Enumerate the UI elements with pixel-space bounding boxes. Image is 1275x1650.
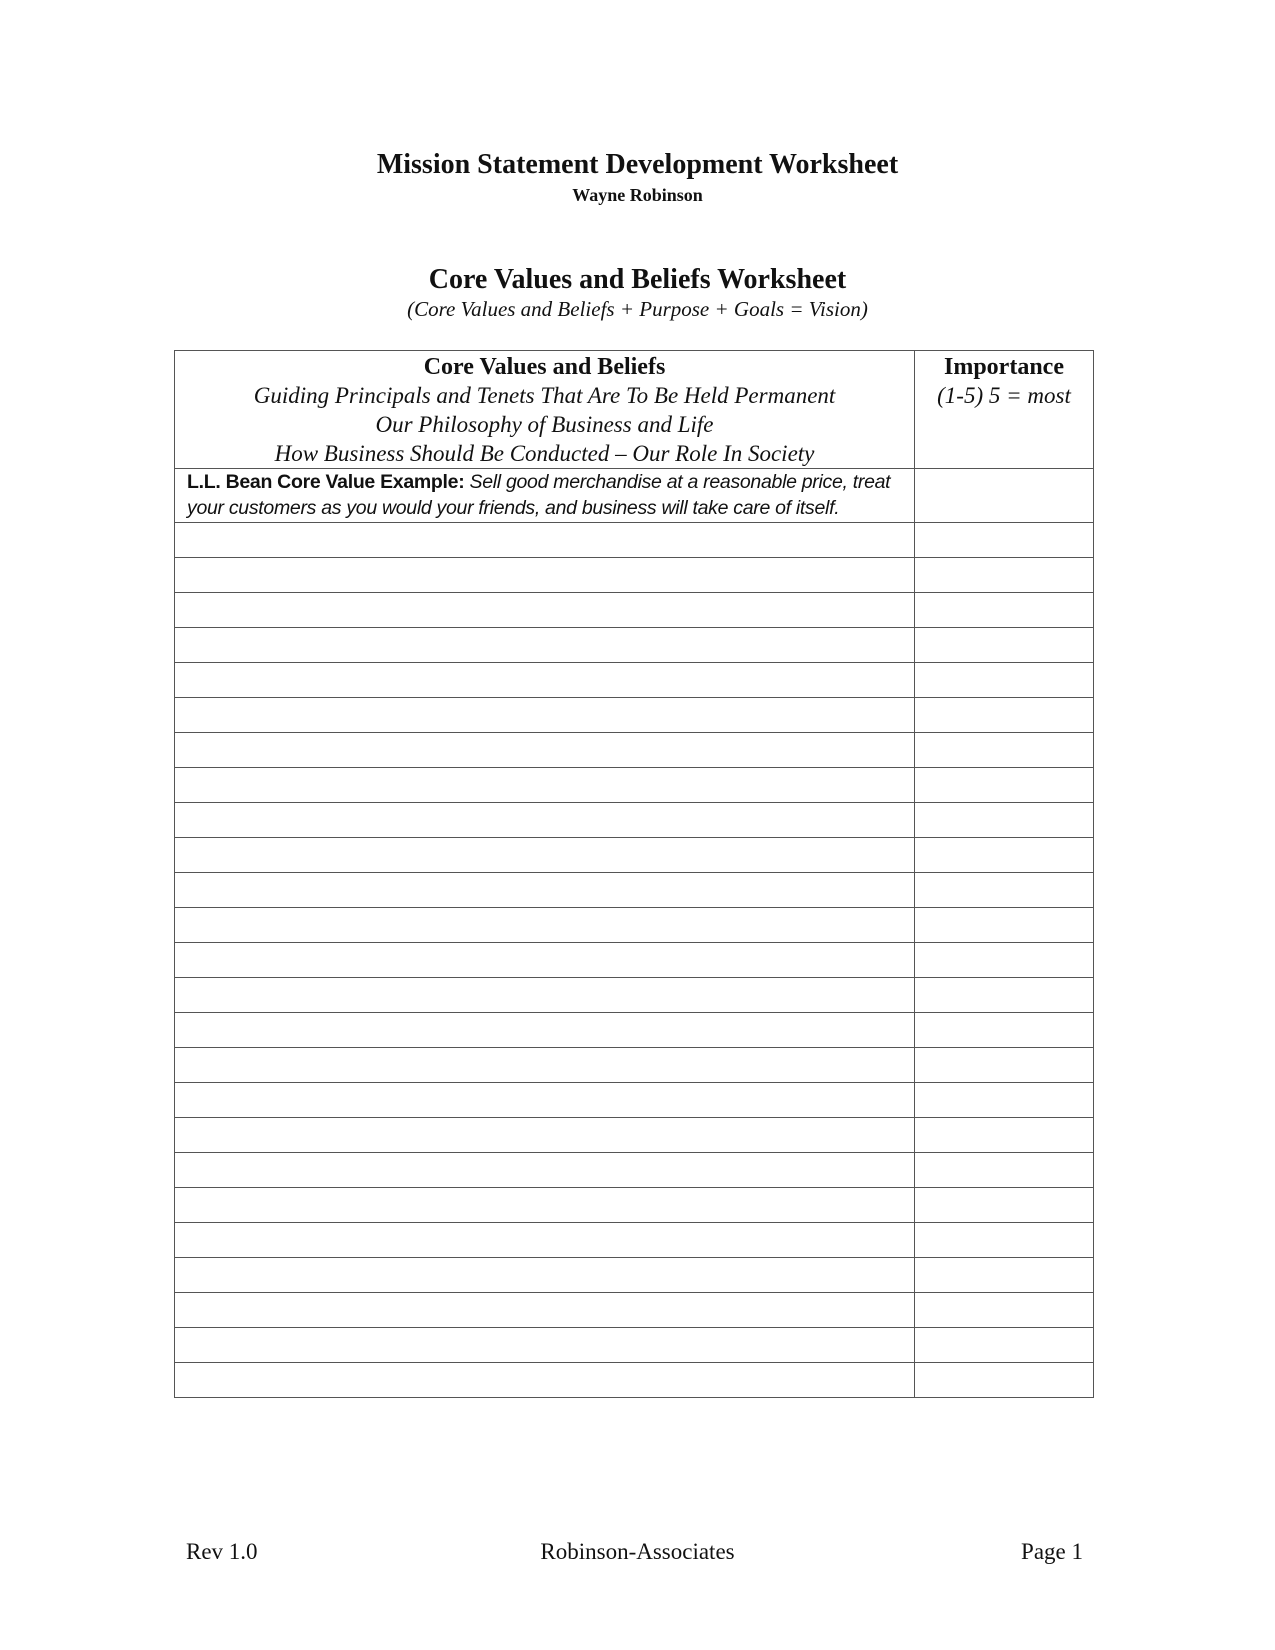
value-entry-cell[interactable] xyxy=(175,593,915,628)
table-row xyxy=(175,1153,1094,1188)
table-row xyxy=(175,698,1094,733)
section-title: Core Values and Beliefs Worksheet xyxy=(428,264,847,295)
table-row xyxy=(175,558,1094,593)
value-entry-cell[interactable] xyxy=(175,1328,915,1363)
document-title: Mission Statement Development Worksheet xyxy=(376,149,899,180)
importance-scale: (1-5) 5 = most xyxy=(937,383,1071,408)
table-row xyxy=(175,803,1094,838)
value-entry-cell[interactable] xyxy=(175,1013,915,1048)
table-row xyxy=(175,1363,1094,1398)
example-cell xyxy=(175,469,915,523)
importance-entry-cell[interactable] xyxy=(915,1363,1094,1398)
table-header-row xyxy=(175,351,1094,469)
value-entry-cell[interactable] xyxy=(175,978,915,1013)
table-row xyxy=(175,1223,1094,1258)
importance-entry-cell[interactable] xyxy=(915,1293,1094,1328)
table-row xyxy=(175,1188,1094,1223)
table-row xyxy=(175,1048,1094,1083)
table-row xyxy=(175,1293,1094,1328)
value-entry-cell[interactable] xyxy=(175,1363,915,1398)
importance-entry-cell[interactable] xyxy=(915,1188,1094,1223)
values-column-line-2: Our Philosophy of Business and Life xyxy=(375,412,714,437)
importance-entry-cell[interactable] xyxy=(915,908,1094,943)
importance-column-heading: Importance xyxy=(944,354,1064,380)
value-entry-cell[interactable] xyxy=(175,698,915,733)
value-entry-cell[interactable] xyxy=(175,803,915,838)
table-row xyxy=(175,943,1094,978)
importance-entry-cell[interactable] xyxy=(915,1153,1094,1188)
importance-entry-cell[interactable] xyxy=(915,1258,1094,1293)
table-row xyxy=(175,768,1094,803)
importance-entry-cell[interactable] xyxy=(915,558,1094,593)
value-entry-cell[interactable] xyxy=(175,838,915,873)
table-row xyxy=(175,733,1094,768)
table-row xyxy=(175,1258,1094,1293)
importance-entry-cell[interactable] xyxy=(915,768,1094,803)
table-row xyxy=(175,1328,1094,1363)
document-author: Wayne Robinson xyxy=(572,185,703,205)
importance-entry-cell[interactable] xyxy=(915,663,1094,698)
value-entry-cell[interactable] xyxy=(175,1118,915,1153)
importance-column-header xyxy=(915,351,1094,469)
importance-entry-cell[interactable] xyxy=(915,1223,1094,1258)
value-entry-cell[interactable] xyxy=(175,733,915,768)
values-column-line-1: Guiding Principals and Tenets That Are To Be Held Permanent xyxy=(253,383,836,408)
table-row xyxy=(175,663,1094,698)
values-column-header xyxy=(175,351,915,469)
footer-company: Robinson-Associates xyxy=(540,1539,735,1564)
value-entry-cell[interactable] xyxy=(175,1153,915,1188)
value-entry-cell[interactable] xyxy=(175,1223,915,1258)
table-row xyxy=(175,978,1094,1013)
footer-page-number: Page 1 xyxy=(1021,1539,1083,1564)
importance-entry-cell[interactable] xyxy=(915,1083,1094,1118)
example-text: Sell good merchandise at a reasonable price, treat your customers as you would your friends, and business will take care of itself. xyxy=(187,471,891,519)
footer-revision: Rev 1.0 xyxy=(186,1539,258,1564)
table-row xyxy=(175,1013,1094,1048)
table-row xyxy=(175,1083,1094,1118)
value-entry-cell[interactable] xyxy=(175,1083,915,1118)
value-entry-cell[interactable] xyxy=(175,1293,915,1328)
value-entry-cell[interactable] xyxy=(175,768,915,803)
importance-entry-cell[interactable] xyxy=(915,943,1094,978)
value-entry-cell[interactable] xyxy=(175,558,915,593)
value-entry-cell[interactable] xyxy=(175,943,915,978)
importance-entry-cell[interactable] xyxy=(915,803,1094,838)
table-row xyxy=(175,628,1094,663)
importance-entry-cell[interactable] xyxy=(915,593,1094,628)
value-entry-cell[interactable] xyxy=(175,873,915,908)
importance-entry-cell[interactable] xyxy=(915,838,1094,873)
importance-entry-cell[interactable] xyxy=(915,873,1094,908)
values-column-line-3: How Business Should Be Conducted – Our Role In Society xyxy=(274,441,815,466)
importance-entry-cell[interactable] xyxy=(915,1048,1094,1083)
importance-entry-cell[interactable] xyxy=(915,1328,1094,1363)
table-row xyxy=(175,1118,1094,1153)
importance-entry-cell[interactable] xyxy=(915,1013,1094,1048)
importance-entry-cell[interactable] xyxy=(915,978,1094,1013)
importance-entry-cell[interactable] xyxy=(915,1118,1094,1153)
table-row xyxy=(175,838,1094,873)
table-row xyxy=(175,908,1094,943)
value-entry-cell[interactable] xyxy=(175,1188,915,1223)
importance-entry-cell[interactable] xyxy=(915,733,1094,768)
table-row xyxy=(175,523,1094,558)
importance-entry-cell[interactable] xyxy=(915,628,1094,663)
core-values-table xyxy=(174,350,1094,1398)
value-entry-cell[interactable] xyxy=(175,628,915,663)
example-row xyxy=(175,469,1094,523)
example-importance-cell[interactable] xyxy=(915,469,1094,523)
table-row xyxy=(175,873,1094,908)
value-entry-cell[interactable] xyxy=(175,1048,915,1083)
section-formula: (Core Values and Beliefs + Purpose + Goals = Vision) xyxy=(407,297,868,321)
value-entry-cell[interactable] xyxy=(175,663,915,698)
importance-entry-cell[interactable] xyxy=(915,698,1094,733)
value-entry-cell[interactable] xyxy=(175,908,915,943)
importance-entry-cell[interactable] xyxy=(915,523,1094,558)
values-column-heading: Core Values and Beliefs xyxy=(423,354,666,380)
value-entry-cell[interactable] xyxy=(175,523,915,558)
value-entry-cell[interactable] xyxy=(175,1258,915,1293)
example-label: L.L. Bean Core Value Example: xyxy=(187,471,465,493)
table-row xyxy=(175,593,1094,628)
